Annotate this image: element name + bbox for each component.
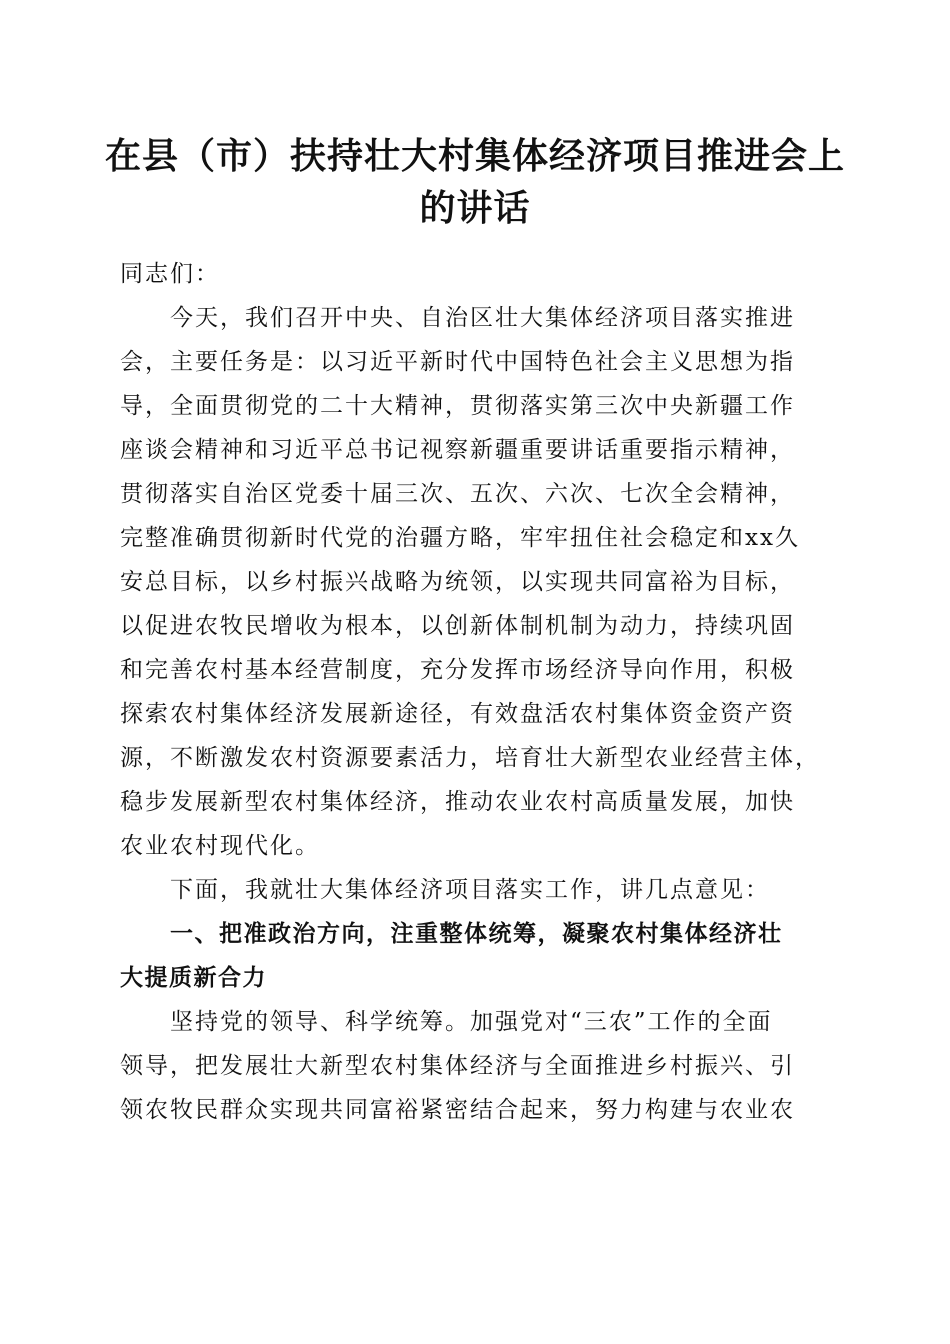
paragraph-line: 座谈会精神和习近平总书记视察新疆重要讲话重要指示精神， — [120, 437, 795, 463]
paragraph-line: 稳步发展新型农村集体经济，推动农业农村高质量发展，加快 — [120, 789, 795, 815]
paragraph-line: 会，主要任务是：以习近平新时代中国特色社会主义思想为指 — [120, 349, 795, 375]
section-heading-1 — [120, 912, 832, 1000]
paragraph-line: 安总目标，以乡村振兴战略为统领，以实现共同富裕为目标， — [120, 569, 795, 595]
paragraph-line: 今天，我们召开中央、自治区壮大集体经济项目落实推进 — [170, 305, 795, 331]
document-title — [100, 130, 850, 234]
paragraph-line: 领农牧民群众实现共同富裕紧密结合起来，努力构建与农业农 — [120, 1097, 795, 1123]
heading-line: 大提质新合力 — [120, 965, 267, 991]
salutation: 同志们： — [120, 261, 220, 287]
document-body — [120, 252, 832, 1132]
paragraph-line: 坚持党的领导、科学统筹。加强党对“三农”工作的全面 — [170, 1009, 773, 1035]
paragraph-line: 以促进农牧民增收为根本，以创新体制机制为动力，持续巩固 — [120, 613, 795, 639]
paragraph-line: 领导，把发展壮大新型农村集体经济与全面推进乡村振兴、引 — [120, 1053, 795, 1079]
paragraph-line: 贯彻落实自治区党委十届三次、五次、六次、七次全会精神， — [120, 481, 795, 507]
paragraph-line: 源，不断激发农村资源要素活力，培育壮大新型农业经营主体， — [120, 745, 820, 771]
title-line-2: 的讲话 — [419, 187, 531, 229]
heading-line: 一、把准政治方向，注重整体统筹，凝聚农村集体经济壮 — [170, 921, 783, 947]
title-line-1: 在县（市）扶持壮大村集体经济项目推进会上 — [104, 135, 845, 177]
paragraph-opinions-intro: 下面，我就壮大集体经济项目落实工作，讲几点意见： — [170, 877, 770, 903]
paragraph-line: 探索农村集体经济发展新途径，有效盘活农村集体资金资产资 — [120, 701, 795, 727]
paragraph-line: 导，全面贯彻党的二十大精神，贯彻落实第三次中央新疆工作 — [120, 393, 795, 419]
paragraph-line: 完整准确贯彻新时代党的治疆方略，牢牢扭住社会稳定和xx久 — [120, 525, 800, 551]
paragraph-party-leadership — [120, 1000, 832, 1132]
paragraph-intro — [120, 296, 832, 868]
paragraph-line: 农业农村现代化。 — [120, 833, 320, 859]
paragraph-line: 和完善农村基本经营制度，充分发挥市场经济导向作用，积极 — [120, 657, 795, 683]
